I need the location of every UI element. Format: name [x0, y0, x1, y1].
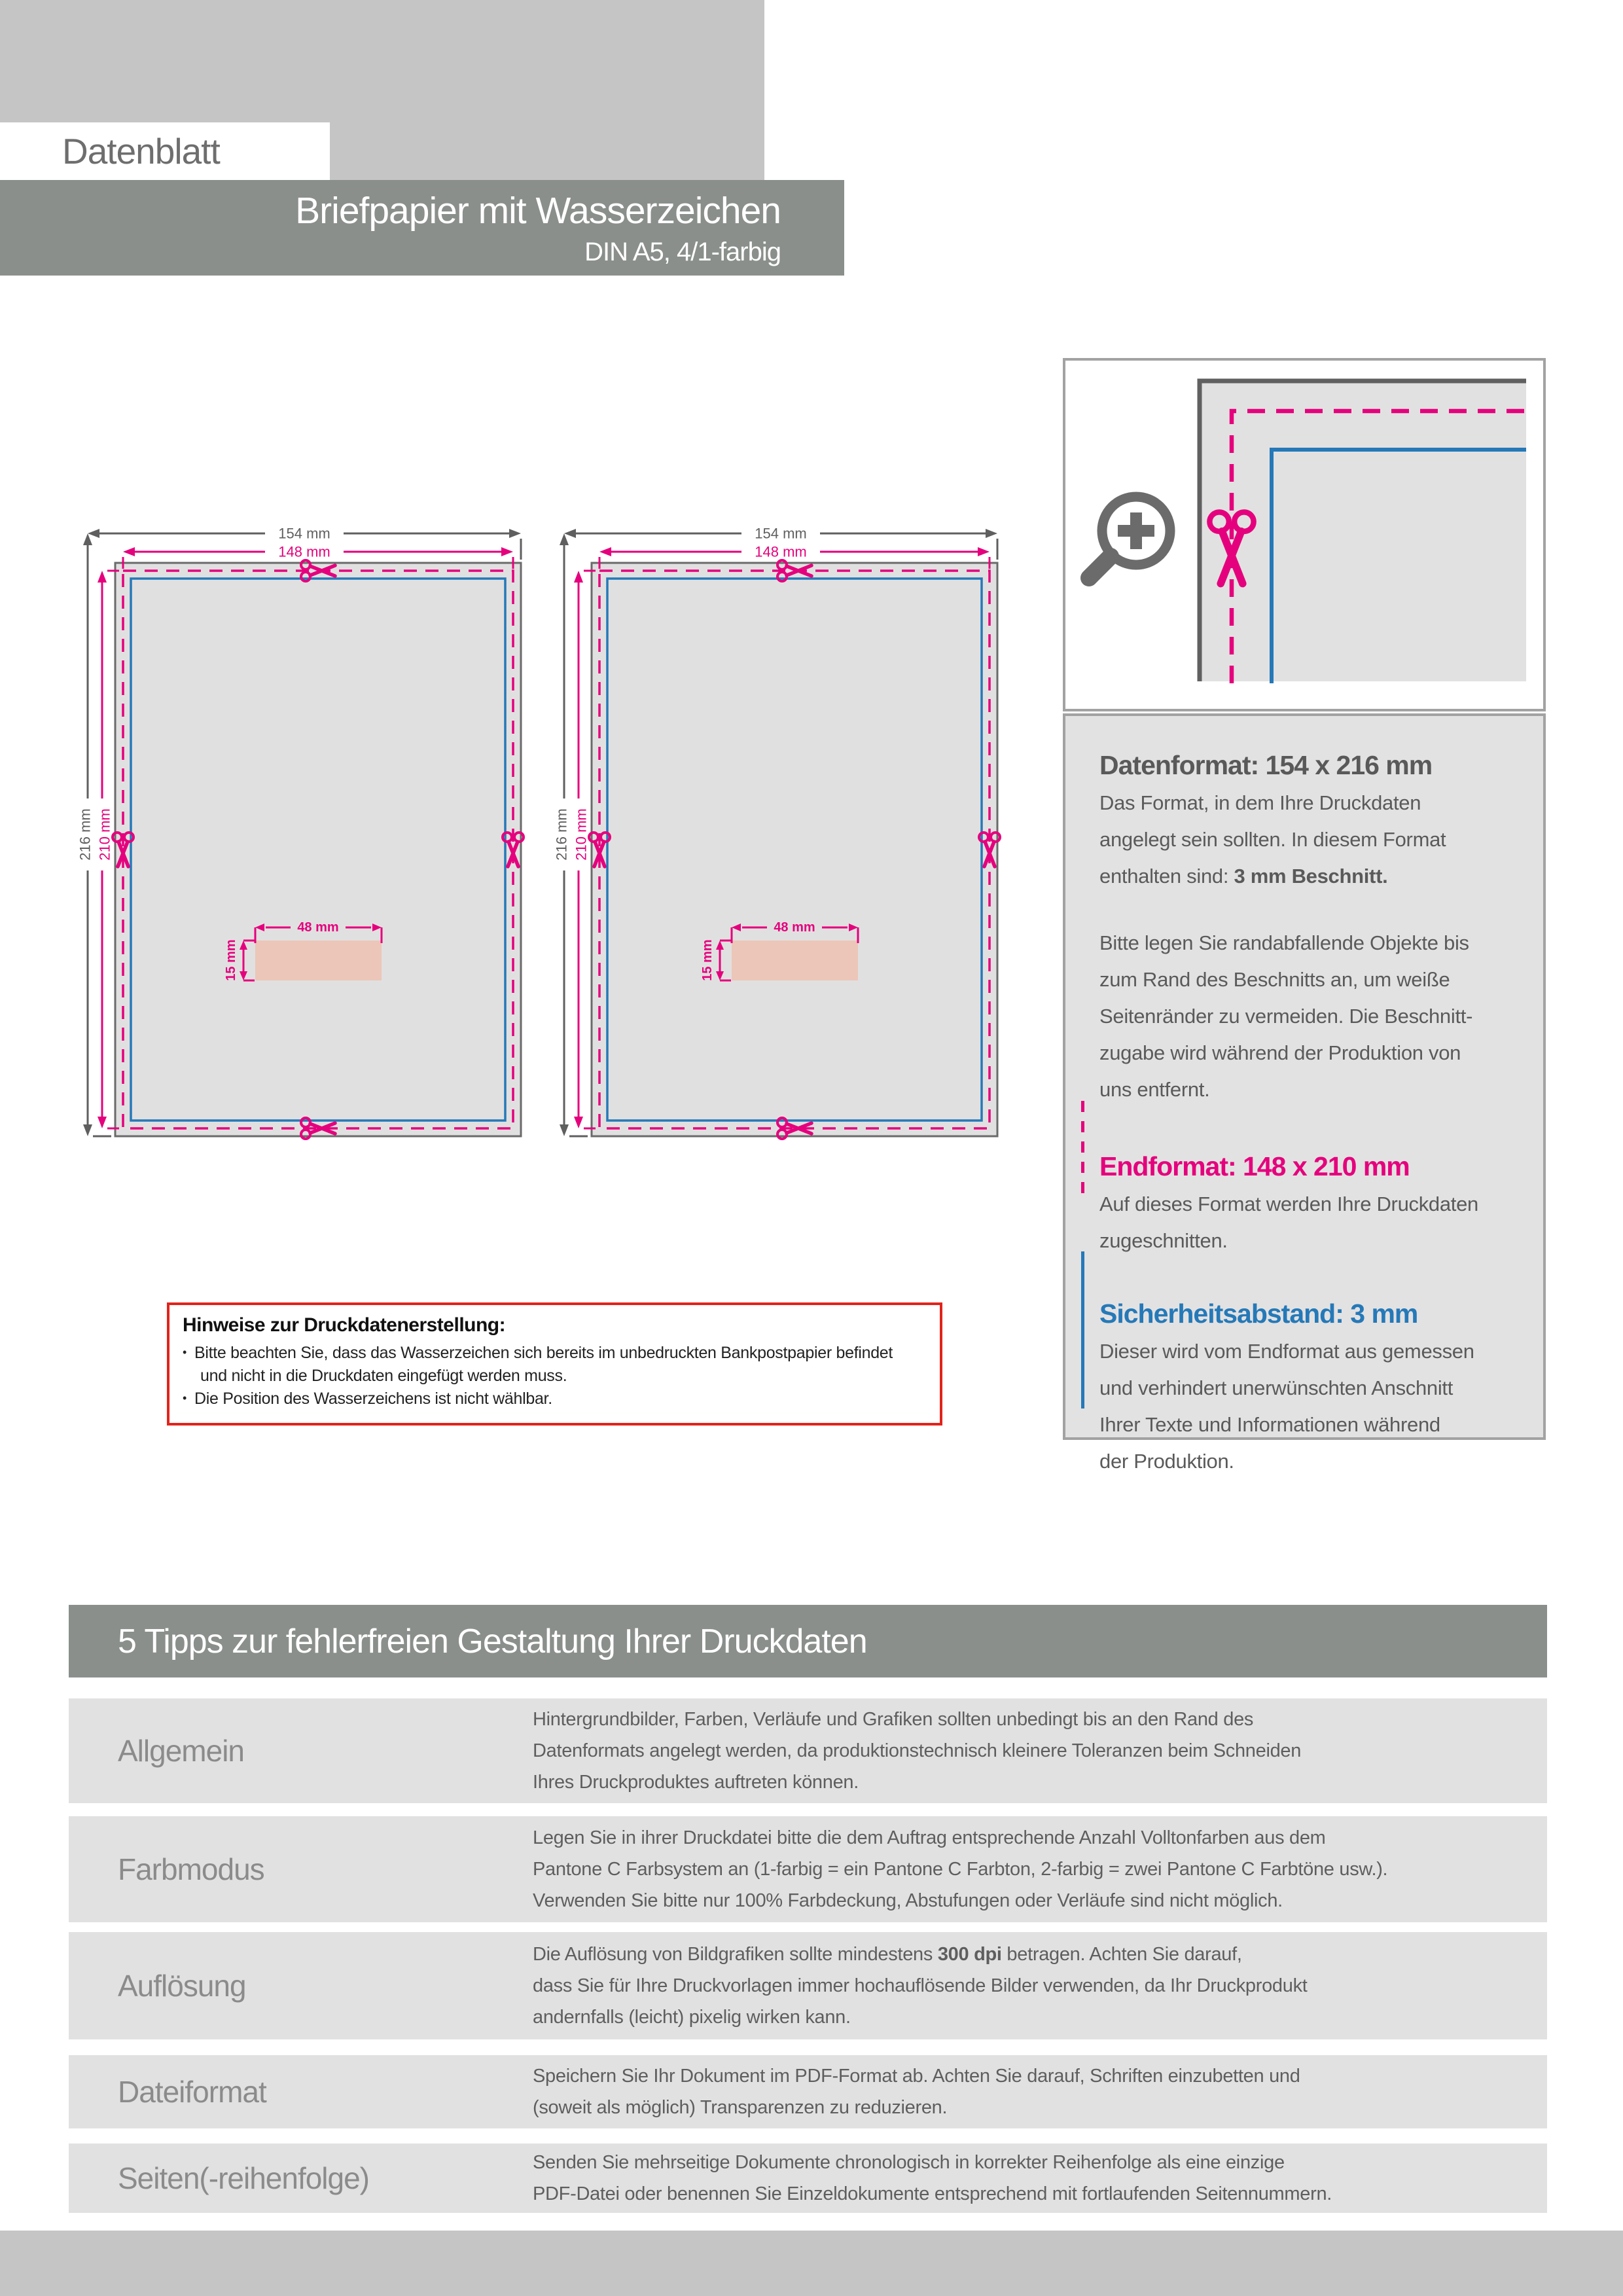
- trim-height-label: 210 mm: [573, 808, 590, 861]
- tip-text: Legen Sie in ihrer Druckdatei bitte die dem Auftrag entsprechende Anzahl Volltonfarben aus dem Pantone C Farbsystem an (1-farbig = ein Pantone C Farbton, 2-farbig = zwei Pantone C Farbtöne usw.). Verwenden Sie bitte nur 100% Farbdeckung, Abstufungen oder Verläufe sind nicht möglich.: [533, 1827, 1388, 1911]
- bleed-width-label: 154 mm: [278, 525, 330, 542]
- info-panel-content: [1099, 716, 1525, 1480]
- safety-accent-line: [1081, 1251, 1084, 1408]
- tip-text: Senden Sie mehrseitige Dokumente chronologisch in korrekter Reihenfolge als eine einzige PDF-Datei oder benennen Sie Einzeldokumente entsprechend mit fortlaufenden Seitennummern.: [533, 2152, 1332, 2204]
- bleed-paragraph-line: Seitenränder zu vermeiden. Die Beschnitt-: [1099, 1005, 1473, 1028]
- tip-text: Die Auflösung von Bildgrafiken sollte mindestens 300 dpi betragen. Achten Sie darauf, dass Sie für Ihre Druckvorlagen immer hochauflösende Bilder verwenden, da Ihr Druckprodukt andernfalls (leicht) pixelig wirken kann.: [533, 1944, 1308, 2028]
- tip-text: Hintergrundbilder, Farben, Verläufe und Grafiken sollten unbedingt bis an den Rand des Datenformats angelegt werden, da produktionstechnisch kleinere Toleranzen beim Schneiden Ihres Druckproduktes auftreten können.: [533, 1709, 1302, 1793]
- format-info-panel: [1063, 713, 1546, 1473]
- format-diagram: [548, 520, 1007, 1149]
- watermark-area: [732, 941, 858, 980]
- tips-heading-band: [69, 1605, 1547, 1677]
- hinweise-box: [167, 1302, 942, 1426]
- hinweise-bullet: • Bitte beachten Sie, dass das Wasserzeichen sich bereits im unbedruckten Bankpostpapier befindet: [183, 1344, 940, 1363]
- tip-label: Dateiformat: [118, 2075, 266, 2109]
- sicherheitsabstand-line: Dieser wird vom Endformat aus gemessen: [1099, 1340, 1474, 1363]
- endformat-accent-line: [1081, 1101, 1084, 1199]
- endformat-line: zugeschnitten.: [1099, 1229, 1228, 1252]
- datenblatt-label: [0, 122, 330, 180]
- endformat-line: Auf dieses Format werden Ihre Druckdaten: [1099, 1193, 1478, 1215]
- trim-width-label: 148 mm: [755, 543, 807, 560]
- hinweise-title: Hinweise zur Druckdatenerstellung:: [183, 1314, 506, 1336]
- bleed-height-label: 216 mm: [77, 808, 94, 861]
- bleed-paragraph-line: zum Rand des Beschnitts an, um weiße: [1099, 968, 1450, 991]
- bleed-paragraph-line: Bitte legen Sie randabfallende Objekte bis: [1099, 931, 1469, 954]
- header-band: [0, 180, 844, 276]
- tip-row-allgemein: [69, 1698, 1547, 1803]
- sicherheitsabstand-title: Sicherheitsabstand: 3 mm: [1099, 1299, 1418, 1329]
- bleed-width-label: 154 mm: [755, 525, 807, 542]
- format-diagram: [72, 520, 530, 1149]
- tip-row-aufloesung: [69, 1932, 1547, 2039]
- tip-label: Allgemein: [118, 1734, 244, 1768]
- bleed-paragraph-line: zugabe wird während der Produktion von: [1099, 1041, 1461, 1064]
- datenblatt-text: Datenblatt: [62, 131, 220, 171]
- sicherheitsabstand-line: der Produktion.: [1099, 1450, 1234, 1473]
- datenformat-title: Datenformat: 154 x 216 mm: [1099, 750, 1433, 780]
- datenformat-line: enthalten sind: 3 mm Beschnitt.: [1099, 865, 1388, 888]
- watermark-height-label: 15 mm: [700, 939, 715, 981]
- footer-band: [0, 2231, 1623, 2296]
- trim-height-label: 210 mm: [96, 808, 113, 861]
- watermark-width-label: 48 mm: [774, 920, 815, 935]
- tip-label: Farbmodus: [118, 1852, 264, 1886]
- bleed-height-label: 216 mm: [553, 808, 570, 861]
- page-title: Briefpapier mit Wasserzeichen: [295, 190, 781, 232]
- endformat-title: Endformat: 148 x 210 mm: [1099, 1151, 1410, 1181]
- hinweise-bullet: • Die Position des Wasserzeichens ist nicht wählbar.: [183, 1390, 940, 1408]
- sicherheitsabstand-line: und verhindert unerwünschten Anschnitt: [1099, 1376, 1454, 1399]
- tip-row-dateiformat: [69, 2055, 1547, 2128]
- corner-detail-box: [1063, 358, 1546, 711]
- trim-width-label: 148 mm: [278, 543, 330, 560]
- page-subtitle: DIN A5, 4/1-farbig: [584, 238, 781, 266]
- tip-text: Speichern Sie Ihr Dokument im PDF-Format ab. Achten Sie darauf, Schriften einzubetten und (soweit als möglich) Transparenzen zu reduzieren.: [533, 2066, 1300, 2118]
- sicherheitsabstand-line: Ihrer Texte und Informationen während: [1099, 1413, 1440, 1436]
- beschnitt-bold: 3 mm Beschnitt.: [1234, 865, 1388, 888]
- hinweise-bullet-continuation: und nicht in die Druckdaten eingefügt werden muss.: [200, 1367, 567, 1385]
- datenformat-line: Das Format, in dem Ihre Druckdaten: [1099, 791, 1421, 814]
- watermark-height-label: 15 mm: [224, 939, 238, 981]
- bleed-page-area: [115, 563, 521, 1136]
- tip-row-seitenreihenfolge: [69, 2144, 1547, 2213]
- watermark-width-label: 48 mm: [297, 920, 339, 935]
- dpi-bold: 300 dpi: [937, 1944, 1002, 1965]
- bleed-page-area: [592, 563, 997, 1136]
- tip-label: Auflösung: [118, 1969, 246, 2003]
- tip-label: Seiten(-reihenfolge): [118, 2161, 370, 2195]
- datenformat-line: angelegt sein sollten. In diesem Format: [1099, 828, 1446, 851]
- bleed-paragraph-line: uns entfernt.: [1099, 1078, 1210, 1101]
- tips-heading: 5 Tipps zur fehlerfreien Gestaltung Ihrer Druckdaten: [118, 1622, 867, 1660]
- watermark-area: [255, 941, 382, 980]
- tip-row-farbmodus: [69, 1816, 1547, 1922]
